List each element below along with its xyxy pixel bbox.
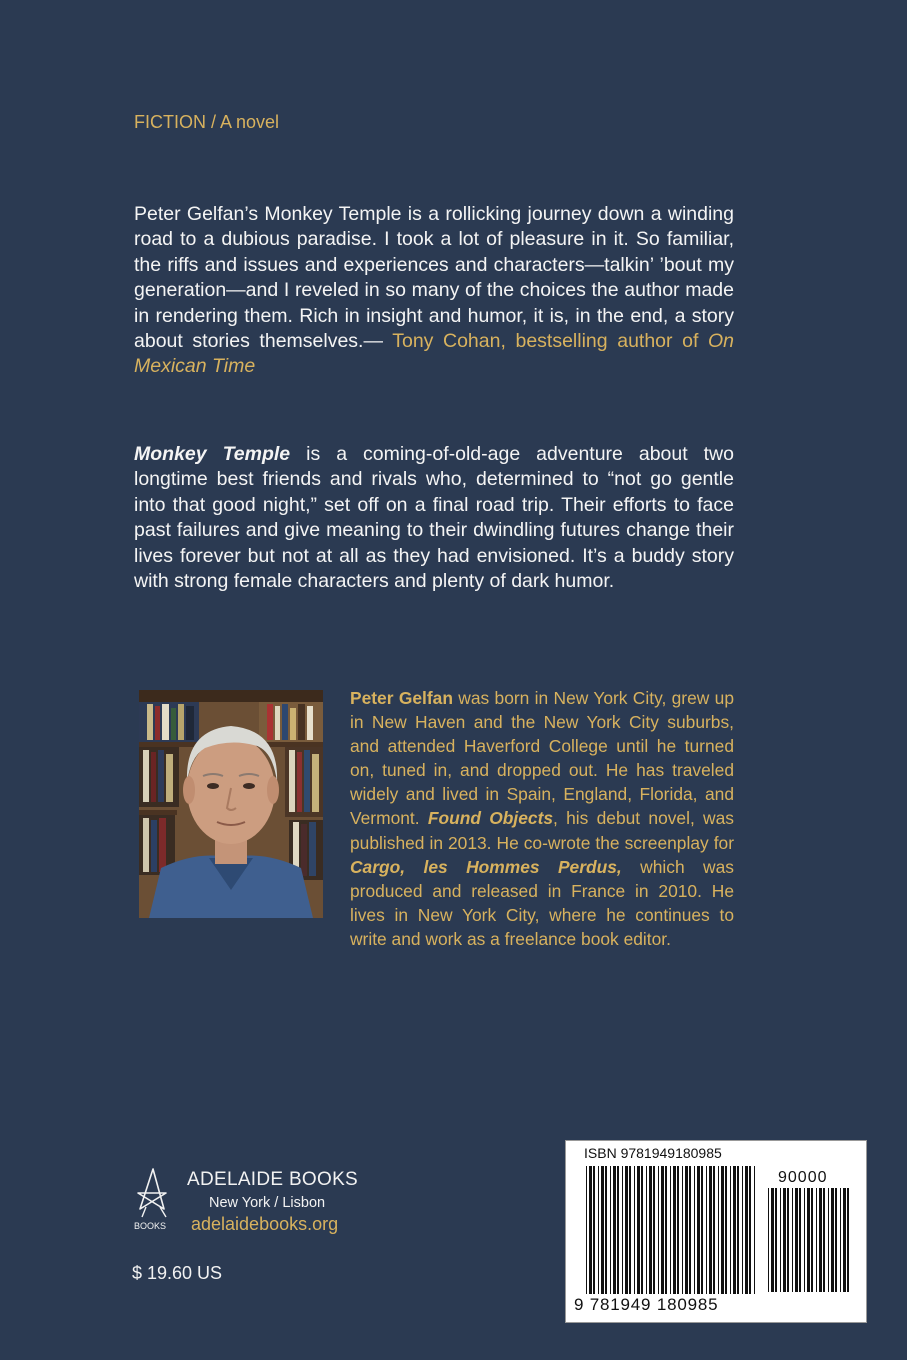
- bio-part3: which was produced and released in France in 2010. He lives in New York City, where he continues to write and work as a freelance book editor.: [350, 856, 734, 949]
- author-name: Peter Gelfan: [350, 688, 453, 708]
- author-photo: [139, 690, 323, 918]
- author-bio: [350, 686, 734, 951]
- category-label: FICTION / A novel: [134, 112, 280, 132]
- review-blurb: [134, 202, 734, 380]
- publisher-cities: New York / Lisbon: [209, 1195, 326, 1211]
- barcode-box: [565, 1140, 867, 1323]
- synopsis-title: Monkey Temple: [134, 443, 291, 465]
- price-label: $ 19.60 US: [132, 1263, 223, 1283]
- publisher-website: adelaidebooks.org: [191, 1214, 339, 1234]
- bio-part2: , his debut novel, was published in 2013. He co-wrote the screenplay for: [350, 808, 734, 853]
- isbn-barcode: [586, 1166, 758, 1294]
- bio-part1: was born in New York City, grew up in New Haven and the New York City suburbs, and attended Haverford College until he turned on, tuned in, and dropped out. He has traveled widely and lived in Spain, England, Florida, and Vermont.: [350, 688, 734, 829]
- publisher-logo-text: BOOKS: [134, 1221, 167, 1231]
- publisher-logo-icon: [132, 1165, 174, 1233]
- publisher-name: ADELAIDE BOOKS: [187, 1169, 359, 1190]
- blurb-attribution: Tony Cohan, bestselling author of: [392, 330, 699, 353]
- bio-book-title: Found Objects: [427, 808, 554, 829]
- synopsis: [134, 442, 734, 594]
- blurb-attribution-title: On Mexican Time: [134, 330, 734, 378]
- blurb-text: Peter Gelfan’s Monkey Temple is a rollicking journey down a winding road to a dubious paradise. I took a lot of pleasure in it. So familiar, the riffs and issues and experiences and characters—talkin’ ’bout my generation—and I reveled in so many of the choices the author made in rendering them. Rich in insight and humor, it is, in the end, a story about stories themselves.—: [134, 203, 734, 353]
- publisher-block: [132, 1165, 392, 1237]
- price-addon-barcode: [768, 1188, 850, 1292]
- bio-film-title: Cargo, les Hommes Perdus,: [350, 856, 622, 877]
- synopsis-text: is a coming-of-old-age adventure about two longtime best friends and rivals who, determined to “not go gentle into that good night,” set off on a final road trip. Their efforts to face past failures and give meaning to their dwindling futures change their lives forever but not at all as they had envisioned. It’s a buddy story with strong female characters and plenty of dark humor.: [134, 443, 734, 593]
- isbn-digits: 9 781949 180985: [574, 1295, 719, 1314]
- price-code: 90000: [778, 1169, 828, 1186]
- isbn-label: ISBN 9781949180985: [584, 1145, 722, 1161]
